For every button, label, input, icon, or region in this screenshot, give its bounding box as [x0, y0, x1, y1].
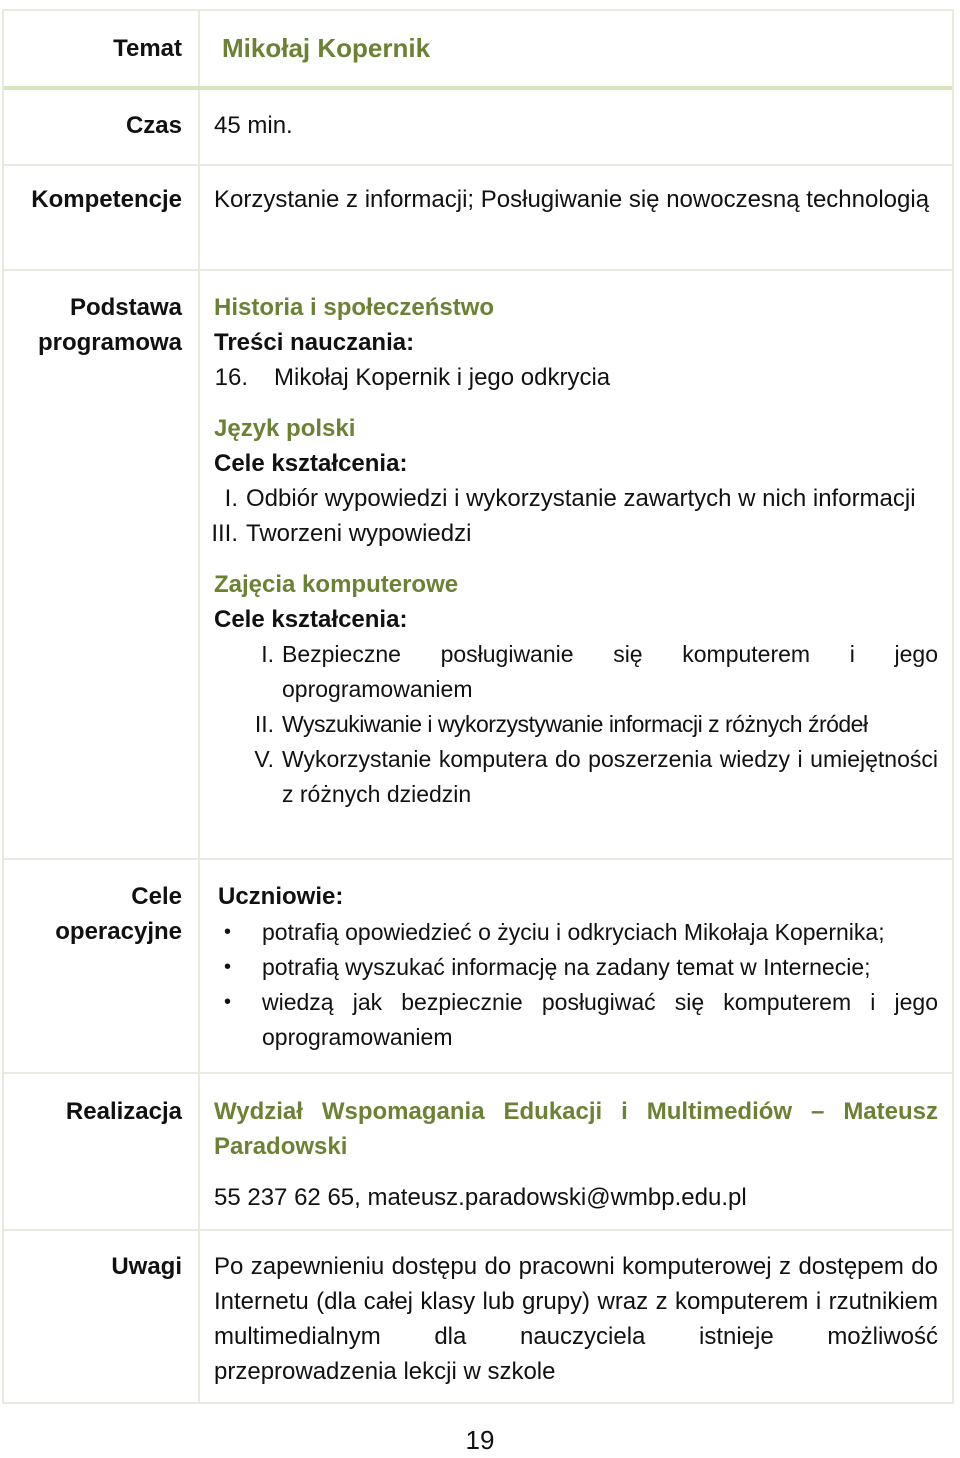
- lesson-plan-table: [2, 9, 954, 1404]
- list-item: II. Wyszukiwanie i wykorzystywanie informacji z różnych źródeł: [254, 711, 868, 737]
- list-item: • potrafią wyszukać informację na zadany temat w Internecie;: [218, 950, 938, 985]
- list-item: III. Tworzeni wypowiedzi: [211, 520, 472, 547]
- label-cele-operacyjne: Cele operacyjne: [4, 860, 200, 1072]
- page-number: 19: [465, 1425, 495, 1455]
- section-heading: Cele kształcenia:: [214, 450, 408, 477]
- list-item: V. Wykorzystanie komputera do poszerzenia wiedzy i umiejętności z różnych dziedzin: [254, 746, 938, 807]
- bullet-icon: •: [224, 991, 232, 1013]
- row-realizacja: [4, 1074, 952, 1231]
- subject-title: Historia i społeczeństwo: [214, 294, 495, 321]
- list-item: • potrafią opowiedzieć o życiu i odkryciach Mikołaja Kopernika;: [218, 915, 938, 950]
- label-temat: Temat: [4, 11, 200, 86]
- row-temat: [4, 11, 952, 90]
- organization-name: Wydział Wspomagania Edukacji i Multimediów – Mateusz Paradowski: [214, 1098, 938, 1160]
- curriculum-section-computers: [214, 567, 938, 812]
- section-heading: Cele kształcenia:: [214, 606, 408, 633]
- row-podstawa-programowa: [4, 271, 952, 860]
- curriculum-section-history: [214, 290, 938, 395]
- list-item: • wiedzą jak bezpiecznie posługiwać się komputerem i jego oprogramowaniem: [218, 985, 938, 1055]
- remarks-value: Po zapewnieniu dostępu do pracowni komputerowej z dostępem do Internetu (dla całej klasy lub grupy) wraz z komputerem i rzutnikiem multimedialnym dla nauczyciela istnieje możliwość przeprowadzenia lekcji w szkole: [214, 1253, 938, 1385]
- competencies-value: Korzystanie z informacji; Posługiwanie się nowoczesną technologią: [214, 186, 930, 213]
- duration-value: 45 min.: [214, 112, 293, 139]
- list-item: 16. Mikołaj Kopernik i jego odkrycia: [214, 364, 611, 391]
- topic-title: Mikołaj Kopernik: [222, 33, 431, 63]
- curriculum-section-polish: [211, 411, 938, 551]
- label-kompetencje: Kompetencje: [4, 166, 200, 269]
- row-czas: [4, 90, 952, 166]
- label-podstawa-programowa: Podstawa programowa: [4, 271, 200, 858]
- section-heading: Treści nauczania:: [214, 329, 415, 356]
- subject-title: Język polski: [214, 415, 356, 442]
- bullet-icon: •: [224, 956, 232, 978]
- list-item: I. Bezpieczne posługiwanie się komputerem i jego oprogramowaniem: [261, 641, 938, 702]
- label-realizacja: Realizacja: [4, 1074, 200, 1229]
- row-uwagi: [4, 1231, 952, 1404]
- bullet-icon: •: [224, 921, 232, 943]
- subject-title: Zajęcia komputerowe: [214, 571, 459, 598]
- curriculum-content: [200, 271, 952, 858]
- label-czas: Czas: [4, 90, 200, 164]
- label-uwagi: Uwagi: [4, 1231, 200, 1402]
- objectives-content: [200, 860, 952, 1072]
- row-kompetencje: [4, 166, 952, 271]
- objectives-heading: Uczniowie:: [218, 883, 344, 910]
- list-item: I. Odbiór wypowiedzi i wykorzystanie zawartych w nich informacji: [224, 485, 916, 512]
- row-cele-operacyjne: [4, 860, 952, 1074]
- contact-info: 55 237 62 65, mateusz.paradowski@wmbp.edu.pl: [214, 1184, 747, 1211]
- realization-content: [200, 1074, 952, 1229]
